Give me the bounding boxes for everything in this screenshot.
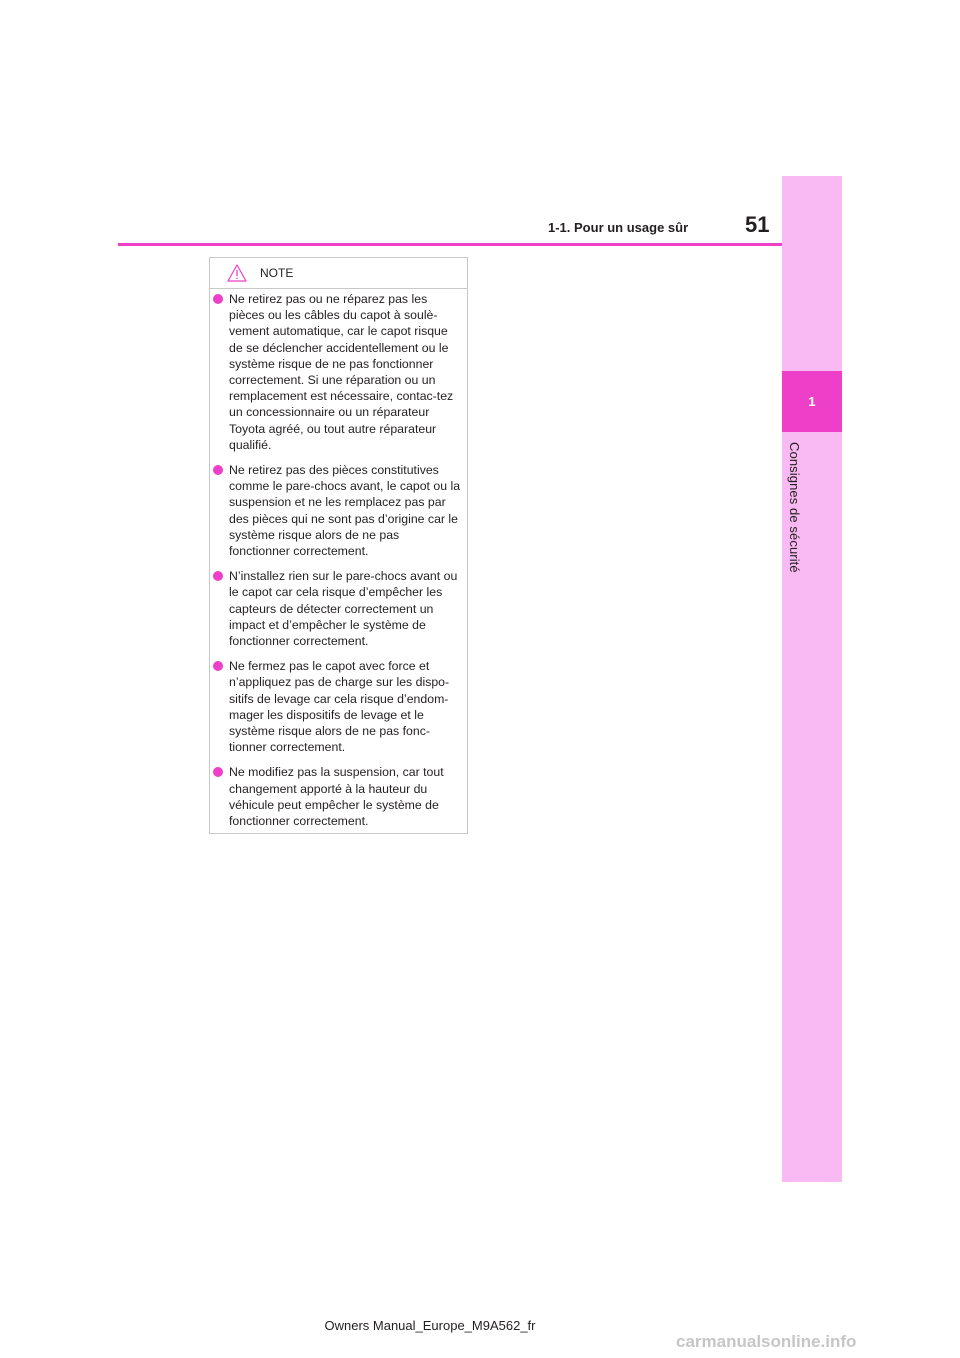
note-item-text: Ne retirez pas des pièces constitutives comme le pare-chocs avant, le capot ou la suspension et ne les remplacez pas par des pièces qui ne sont pas d’origine car le système risque alors de ne pas fonctionner correctement. xyxy=(229,463,461,559)
header-rule xyxy=(118,243,782,246)
bullet-icon xyxy=(213,767,223,777)
note-label: NOTE xyxy=(260,266,294,280)
list-item xyxy=(210,658,467,755)
list-item xyxy=(210,462,467,559)
footer-manual-id: Owners Manual_Europe_M9A562_fr xyxy=(324,1318,536,1333)
bullet-icon xyxy=(213,571,223,581)
note-item-text: Ne modifiez pas la suspension, car tout changement apporté à la hauteur du véhicule peut empêcher le système de fonctionner correctement. xyxy=(229,765,444,829)
chapter-title: Consignes de sécurité xyxy=(787,442,802,573)
note-list xyxy=(210,291,467,829)
bullet-icon xyxy=(213,294,223,304)
warning-triangle-icon xyxy=(227,264,247,287)
bullet-icon xyxy=(213,465,223,475)
note-item-text: Ne fermez pas le capot avec force et n’appliquez pas de charge sur les dispo-sitifs de levage car cela risque d’endom-mager les dispositifs de levage et le système risque alors de ne pas fonc-tionner correctement. xyxy=(229,659,450,755)
bullet-icon xyxy=(213,661,223,671)
list-item xyxy=(210,291,467,453)
list-item xyxy=(210,568,467,649)
list-item xyxy=(210,764,467,829)
note-item-text: N’installez rien sur le pare-chocs avant ou le capot car cela risque d’empêcher les capteurs de détecter correctement un impact et d’empêcher le système de fonctionner correctement. xyxy=(229,569,458,649)
note-box xyxy=(209,257,468,834)
side-tab xyxy=(782,176,842,1182)
page-number: 51 xyxy=(745,212,770,237)
watermark: carmanualsonline.info xyxy=(676,1332,857,1351)
section-title: 1-1. Pour un usage sûr xyxy=(548,220,689,235)
note-item-text: Ne retirez pas ou ne réparez pas les pièces ou les câbles du capot à soulè-vement automatique, car le capot risque de se déclencher accidentellement ou le système risque de ne pas fonctionner correctement. Si une réparation ou un remplacement est nécessaire, contac-tez un concessionnaire ou un réparateur Toyota agréé, ou tout autre réparateur qualifié. xyxy=(229,292,454,452)
note-header xyxy=(210,258,467,289)
chapter-number: 1 xyxy=(808,394,816,409)
